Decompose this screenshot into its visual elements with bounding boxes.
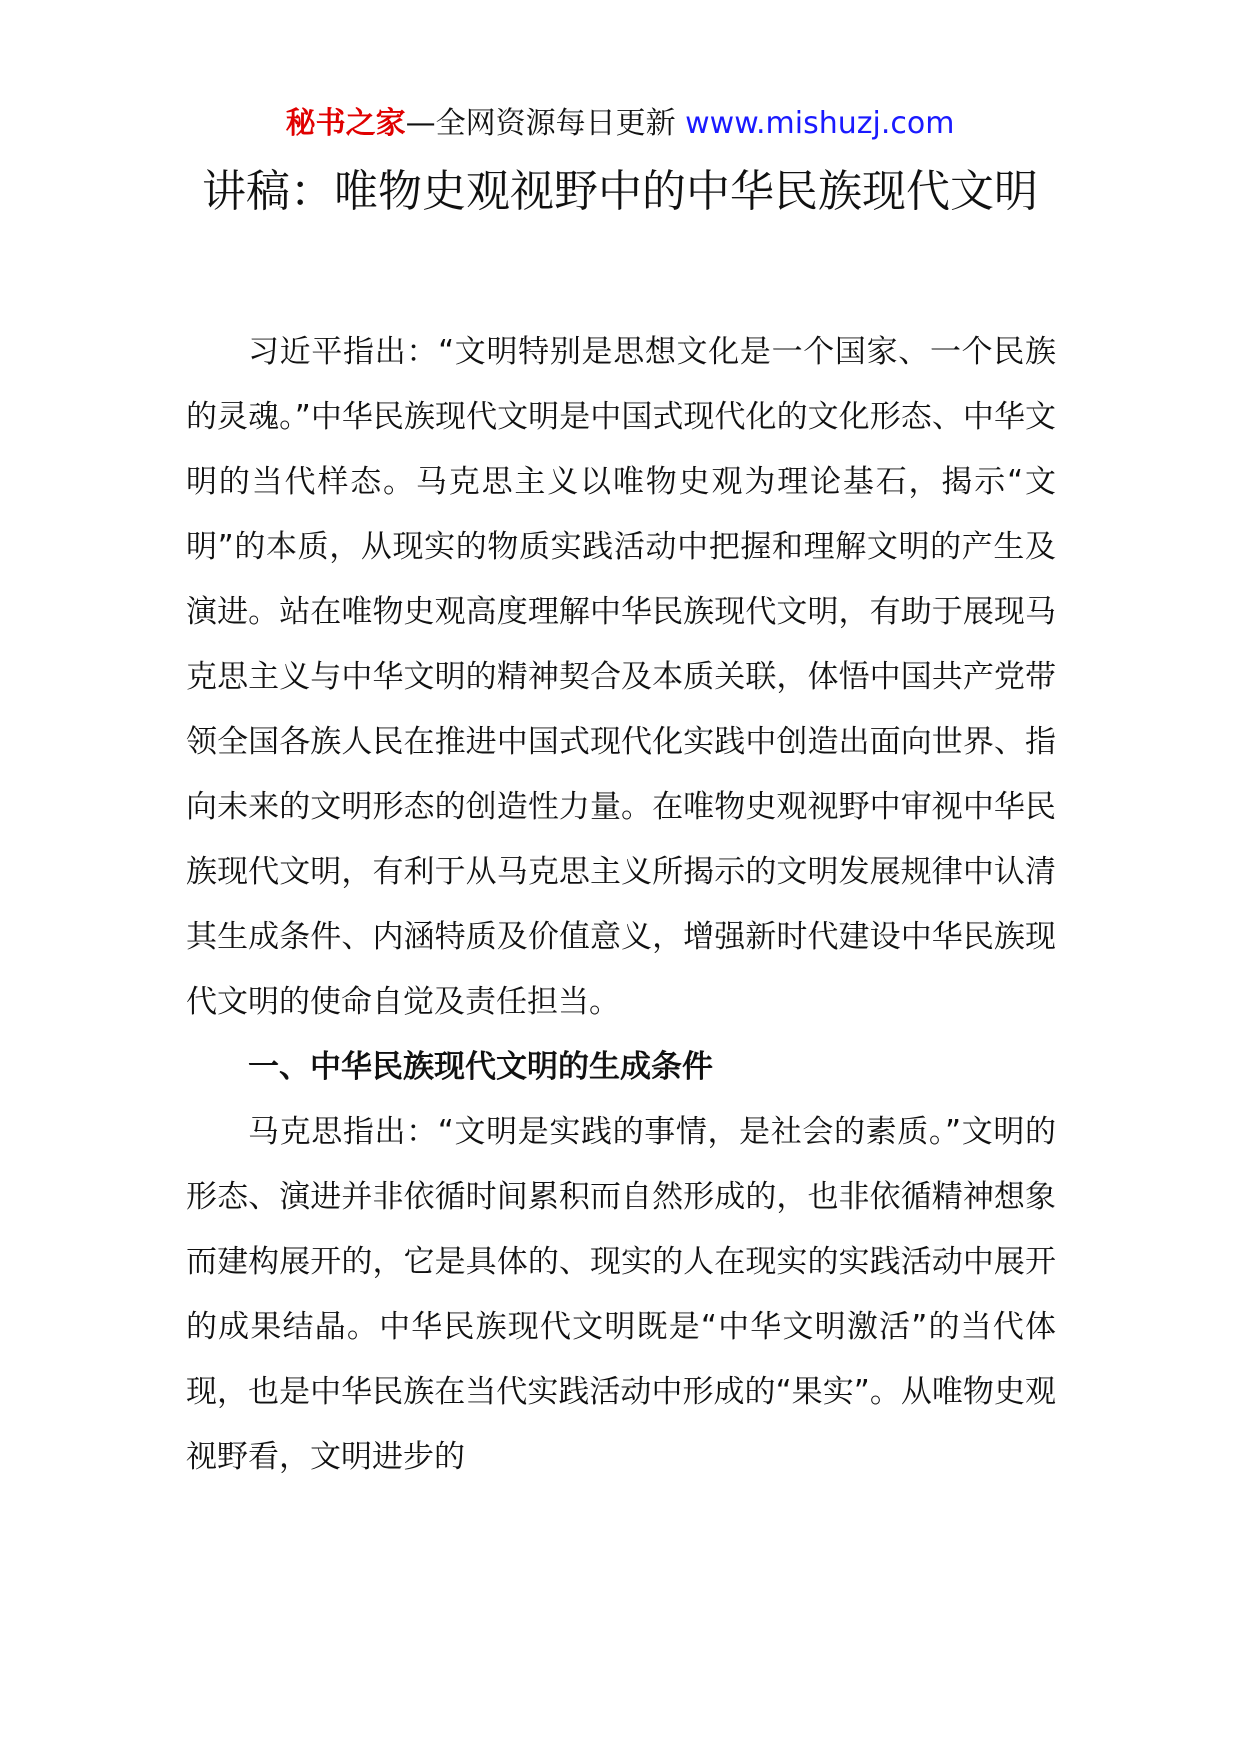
document-title: 讲稿：唯物史观视野中的中华民族现代文明	[202, 166, 1038, 217]
section-paragraph: 马克思指出：“文明是实践的事情，是社会的素质。”文明的形态、演进并非依循时间累积而自然形成的，也非依循精神想象而建构展开的，它是具体的、现实的人在现实的实践活动中展开的成果结晶。中华民族现代文明既是“中华文明激活”的当代体现，也是中华民族在当代实践活动中形成的“果实”。从唯物史观视野看，文明进步的	[186, 1114, 1056, 1475]
site-url-link[interactable]: www.mishuzj.com	[685, 106, 955, 141]
brand-name: 秘书之家	[285, 106, 406, 141]
header-tagline: —全网资源每日更新	[405, 106, 676, 141]
document-body	[186, 320, 1056, 1490]
intro-paragraph: 习近平指出：“文明特别是思想文化是一个国家、一个民族的灵魂。”中华民族现代文明是中国式现代化的文化形态、中华文明的当代样态。马克思主义以唯物史观为理论基石，揭示“文明”的本质，从现实的物质实践活动中把握和理解文明的产生及演进。站在唯物史观高度理解中华民族现代文明，有助于展现马克思主义与中华文明的精神契合及本质关联，体悟中国共产党带领全国各族人民在推进中国式现代化实践中创造出面向世界、指向未来的文明形态的创造性力量。在唯物史观视野中审视中华民族现代文明，有利于从马克思主义所揭示的文明发展规律中认清其生成条件、内涵特质及价值意义，增强新时代建设中华民族现代文明的使命自觉及责任担当。	[186, 334, 1056, 1020]
section-heading: 一、中华民族现代文明的生成条件	[248, 1049, 713, 1085]
site-header	[0, 104, 1240, 144]
